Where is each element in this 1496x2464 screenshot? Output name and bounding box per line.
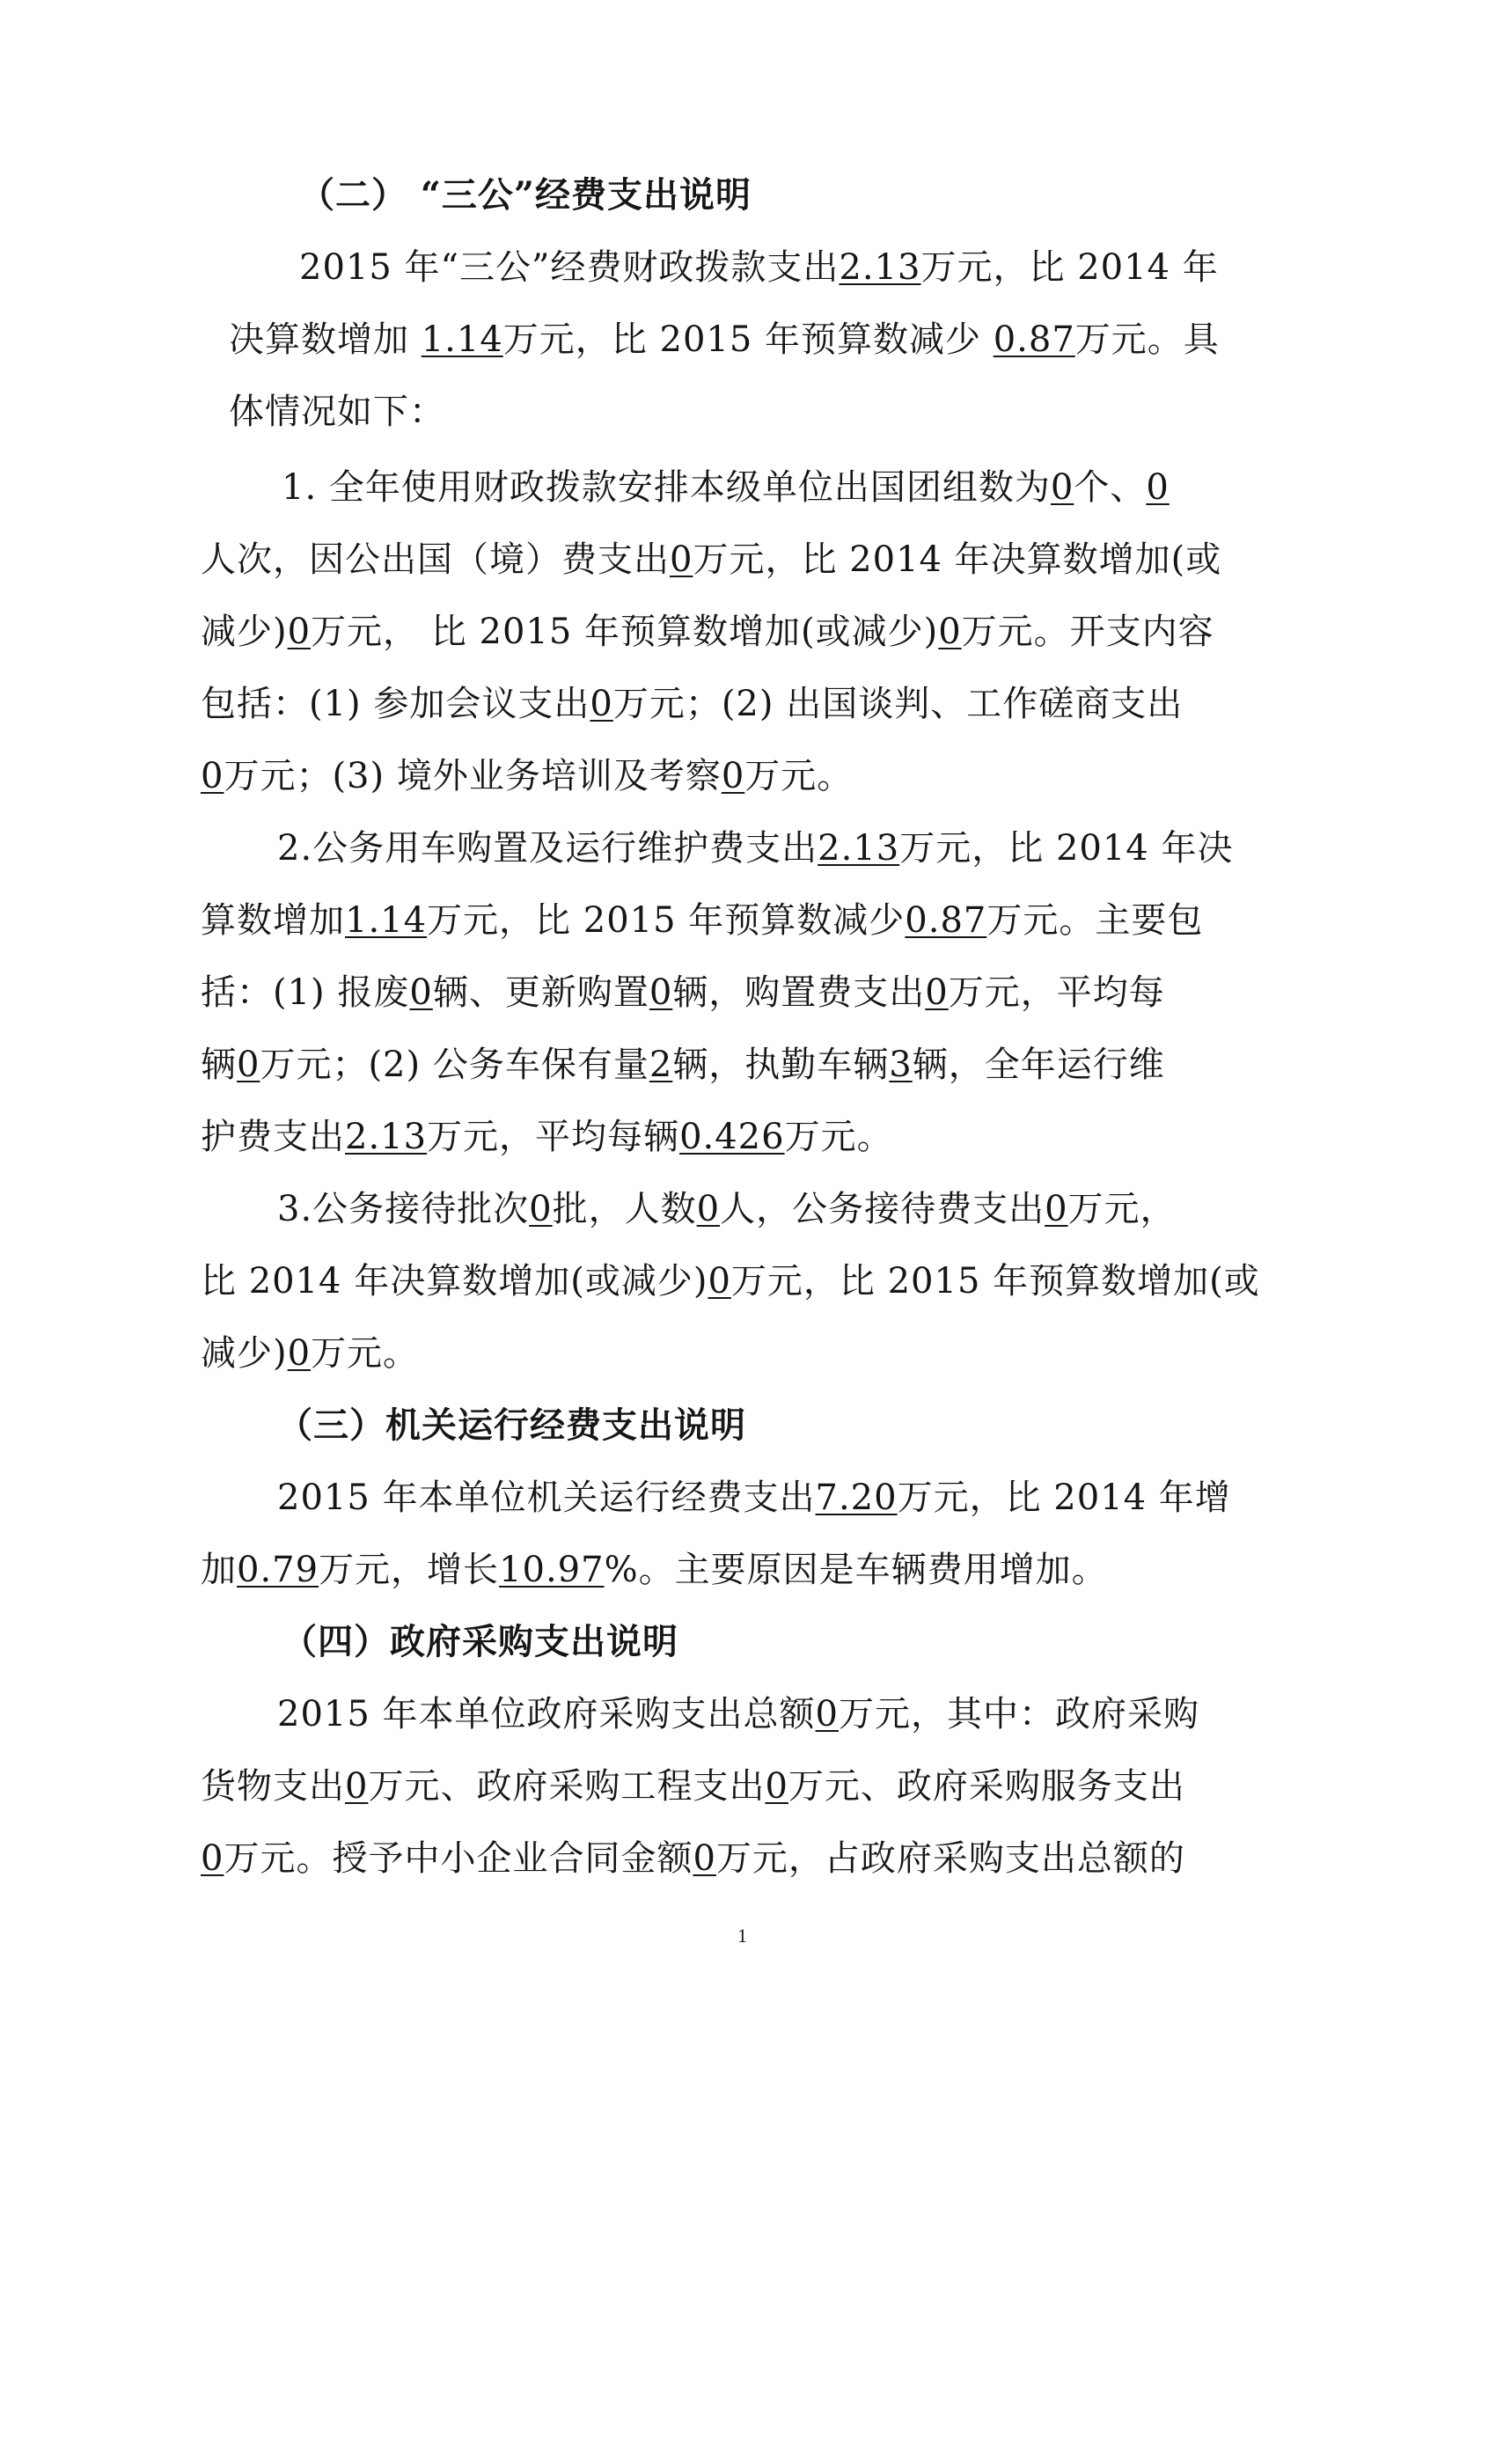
- paragraph-line: 减少)0万元， 比 2015 年预算数增加(或减少)0万元。开支内容: [201, 612, 1214, 652]
- underlined-value: 1.14: [345, 900, 428, 941]
- underlined-value: 0: [287, 1333, 312, 1374]
- underlined-value: 0: [1045, 1189, 1068, 1229]
- underlined-value: 0: [345, 1766, 369, 1807]
- underlined-value: 2.13: [345, 1117, 428, 1157]
- section-heading-4: （四）政府采购支出说明: [282, 1621, 678, 1662]
- underlined-value: 0: [765, 1766, 788, 1807]
- paragraph-line: 加0.79万元，增长10.97%。主要原因是车辆费用增加。: [201, 1550, 1108, 1590]
- paragraph-line: 减少)0万元。: [201, 1333, 420, 1374]
- underlined-value: 0.79: [237, 1550, 319, 1590]
- paragraph-line: 0万元。授予中小企业合同金额0万元，占政府采购支出总额的: [201, 1838, 1185, 1879]
- paragraph-line: 2015 年本单位政府采购支出总额0万元，其中：政府采购: [277, 1694, 1199, 1734]
- paragraph-line: 3.公务接待批次0批，人数0人，公务接待费支出0万元，: [277, 1189, 1177, 1229]
- paragraph-line: 比 2014 年决算数增加(或减少)0万元，比 2015 年预算数增加(或: [201, 1261, 1260, 1302]
- underlined-value: 0: [721, 756, 745, 796]
- paragraph-line: 2.公务用车购置及运行维护费支出2.13万元，比 2014 年决: [277, 828, 1234, 869]
- paragraph-line: 体情况如下：: [229, 392, 445, 432]
- underlined-value: 0: [201, 1838, 224, 1879]
- paragraph-line: 辆0万元；(2) 公务车保有量2辆，执勤车辆3辆，全年运行维: [201, 1045, 1165, 1085]
- underlined-value: 2: [649, 1045, 673, 1085]
- underlined-value: 3: [889, 1045, 913, 1085]
- underlined-value: 0: [693, 1838, 716, 1879]
- paragraph-line: 1. 全年使用财政拨款安排本级单位出国团组数为0个、0: [282, 467, 1170, 508]
- underlined-value: 0: [590, 684, 613, 724]
- underlined-value: 0.426: [679, 1117, 785, 1157]
- underlined-value: 0: [815, 1694, 839, 1734]
- underlined-value: 0: [201, 756, 224, 796]
- underlined-value: 0: [409, 972, 433, 1013]
- paragraph-line: 货物支出0万元、政府采购工程支出0万元、政府采购服务支出: [201, 1766, 1185, 1807]
- paragraph-line: 算数增加1.14万元，比 2015 年预算数减少0.87万元。主要包: [201, 900, 1204, 941]
- paragraph-line: 护费支出2.13万元，平均每辆0.426万元。: [201, 1117, 893, 1157]
- underlined-value: 1.14: [421, 319, 503, 360]
- underlined-value: 2.13: [818, 828, 900, 869]
- underlined-value: 0.87: [905, 900, 987, 941]
- underlined-value: 0: [708, 1261, 731, 1302]
- underlined-value: 0.87: [993, 319, 1075, 360]
- underlined-value: 0: [287, 612, 312, 652]
- paragraph-line: 2015 年本单位机关运行经费支出7.20万元，比 2014 年增: [277, 1478, 1231, 1518]
- section-heading-3: （三）机关运行经费支出说明: [277, 1404, 746, 1446]
- section-heading-2: （二） “三公”经费支出说明: [299, 174, 752, 216]
- underlined-value: 0: [237, 1045, 260, 1085]
- paragraph-line: 括：(1) 报废0辆、更新购置0辆，购置费支出0万元，平均每: [201, 972, 1165, 1013]
- underlined-value: 0: [529, 1189, 553, 1229]
- paragraph-line: 人次，因公出国（境）费支出0万元，比 2014 年决算数增加(或: [201, 539, 1222, 580]
- underlined-value: 0: [1050, 467, 1074, 508]
- paragraph-line: 2015 年“三公”经费财政拨款支出2.13万元，比 2014 年: [299, 247, 1219, 288]
- paragraph-line: 决算数增加 1.14万元，比 2015 年预算数减少 0.87万元。具: [229, 319, 1220, 360]
- underlined-value: 0: [696, 1189, 721, 1229]
- underlined-value: 2.13: [839, 247, 921, 288]
- underlined-value: 10.97: [499, 1550, 605, 1590]
- underlined-value: 0: [649, 972, 673, 1013]
- underlined-value: 7.20: [815, 1478, 898, 1518]
- underlined-value: 0: [670, 539, 693, 580]
- underlined-value: 0: [1146, 467, 1170, 508]
- paragraph-line: 包括：(1) 参加会议支出0万元；(2) 出国谈判、工作磋商支出: [201, 684, 1184, 724]
- page-number: 1: [737, 1925, 747, 1947]
- underlined-value: 0: [925, 972, 949, 1013]
- underlined-value: 0: [938, 612, 962, 652]
- paragraph-line: 0万元；(3) 境外业务培训及考察0万元。: [201, 756, 854, 796]
